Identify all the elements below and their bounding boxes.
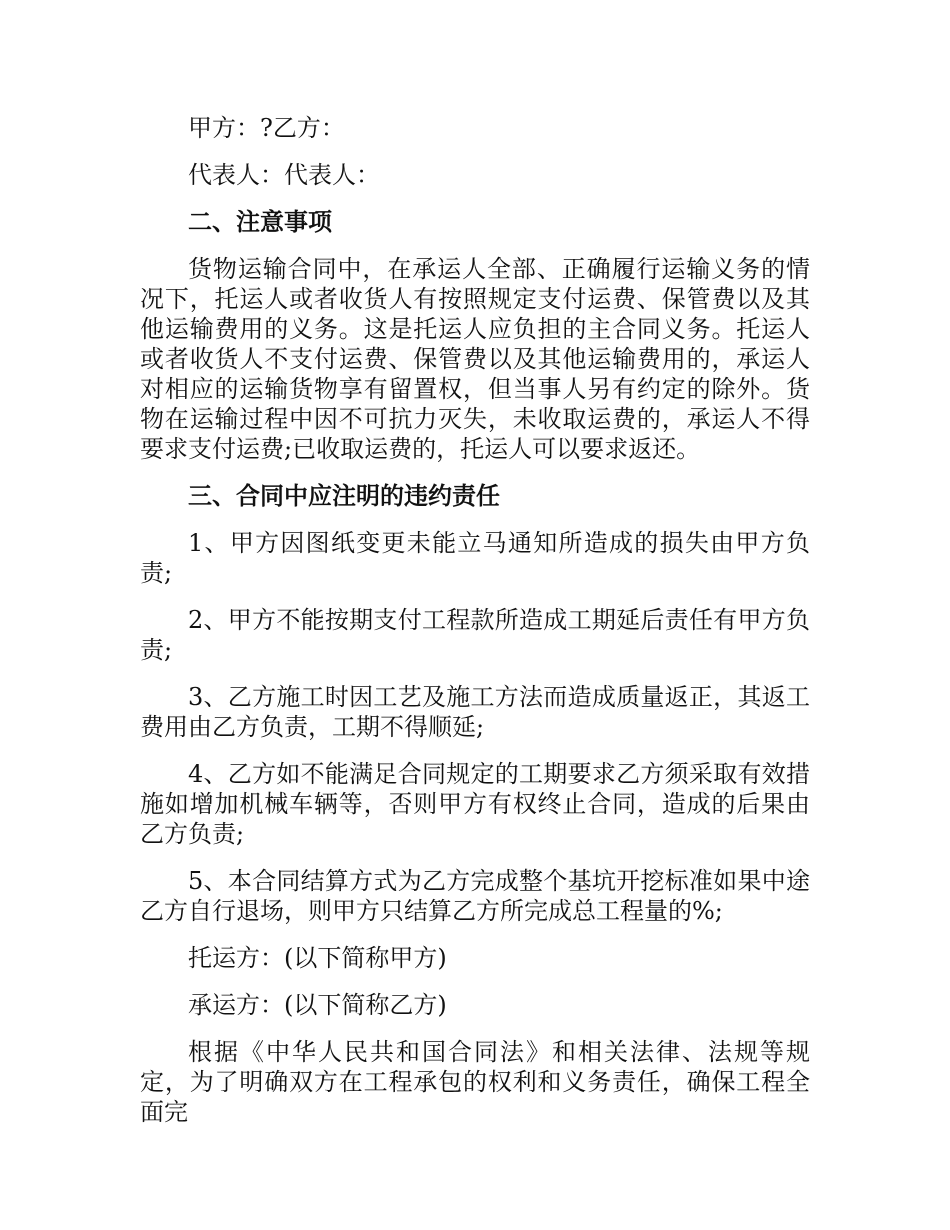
liability-item-2: 2、甲方不能按期支付工程款所造成工期延后责任有甲方负责; <box>140 606 810 664</box>
representative-line: 代表人：代表人： <box>188 161 380 189</box>
notes-paragraph: 货物运输合同中，在承运人全部、正确履行运输义务的情况下，托运人或者收货人有按照规定支付运费、保管费以及其他运输费用的义务。这是托运人应负担的主合同义务。托运人或者收货人不支付运费、保管费以及其他运输费用的，承运人对相应的运输货物享有留置权，但当事人另有约定的除外。货物在运输过程中因不可抗力灭失，未收取运费的，承运人不得要求支付运费;已收取运费的，托运人可以要求返还。 <box>140 255 810 463</box>
carrier-line: 承运方：(以下简称乙方) <box>188 991 447 1019</box>
liability-item-4: 4、乙方如不能满足合同规定的工期要求乙方须采取有效措施如增加机械车辆等，否则甲方有权终止合同，造成的后果由乙方负责; <box>140 760 810 848</box>
section-heading-liability: 三、合同中应注明的违约责任 <box>188 482 500 510</box>
shipper-line: 托运方：(以下简称甲方) <box>188 944 447 972</box>
liability-item-1: 1、甲方因图纸变更未能立马通知所造成的损失由甲方负责; <box>140 529 810 587</box>
party-line: 甲方：?乙方： <box>188 114 345 142</box>
liability-item-3: 3、乙方施工时因工艺及施工方法而造成质量返正，其返工费用由乙方负责，工期不得顺延; <box>140 683 810 741</box>
liability-item-5: 5、本合同结算方式为乙方完成整个基坑开挖标准如果中途乙方自行退场，则甲方只结算乙方所完成总工程量的%; <box>140 867 810 925</box>
closing-paragraph: 根据《中华人民共和国合同法》和相关法律、法规等规定，为了明确双方在工程承包的权利和义务责任，确保工程全面完 <box>140 1038 810 1126</box>
section-heading-notes: 二、注意事项 <box>188 208 332 236</box>
